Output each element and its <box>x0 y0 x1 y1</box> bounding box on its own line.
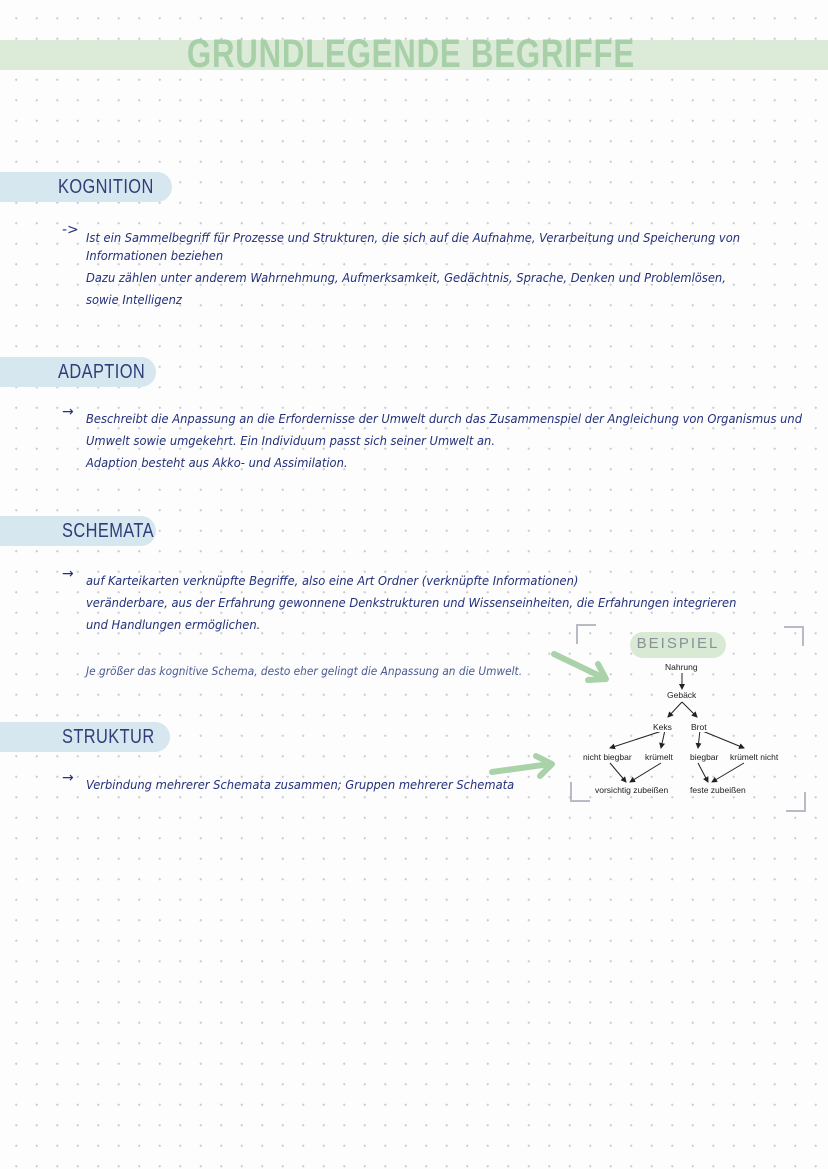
text-line: auf Karteikarten verknüpfte Begriffe, also eine Art Ordner (verknüpfte Informationen) <box>86 573 579 588</box>
node-nahrung: Nahrung <box>665 662 698 672</box>
text-line: Umwelt sowie umgekehrt. Ein Individuum passt sich seiner Umwelt an. <box>86 433 495 448</box>
text-line: Adaption besteht aus Akko- und Assimilation. <box>86 455 348 470</box>
green-arrow-icon <box>488 752 560 782</box>
text-line: Verbindung mehrerer Schemata zusammen; Gruppen mehrerer Schemata <box>86 777 515 792</box>
bracket-top-right <box>784 626 804 646</box>
kognition-heading: KOGNITION <box>58 176 154 198</box>
node-kruemelt: krümelt <box>645 752 673 762</box>
node-geback: Gebäck <box>667 690 697 700</box>
node-keks: Keks <box>653 722 672 732</box>
adaption-heading: ADAPTION <box>58 361 146 383</box>
text-line: sowie Intelligenz <box>86 292 182 307</box>
text-line: Beschreibt die Anpassung an die Erfordernisse der Umwelt durch das Zusammenspiel der Angleichung von Organismus und <box>86 411 803 426</box>
adaption-arrow: → <box>62 404 74 420</box>
struktur-heading: STRUKTUR <box>62 726 155 748</box>
schemata-text <box>86 570 736 636</box>
bracket-top-left <box>576 624 596 644</box>
struktur-text <box>86 774 514 796</box>
struktur-arrow: → <box>62 770 74 786</box>
node-nicht-biegbar: nicht biegbar <box>583 752 632 762</box>
text-line: Ist ein Sammelbegriff für Prozesse und Strukturen, die sich auf die Aufnahme, Verarbeitung und Speicherung von <box>86 230 741 245</box>
schemata-heading: SCHEMATA <box>62 520 154 542</box>
kognition-arrow: -> <box>62 222 79 238</box>
node-feste-zubeissen: feste zubeißen <box>690 785 746 795</box>
node-vorsichtig-zubeissen: vorsichtig zubeißen <box>595 785 669 795</box>
text-line: Informationen beziehen <box>86 248 224 263</box>
example-label: BEISPIEL <box>636 635 720 652</box>
node-kruemelt-nicht: krümelt nicht <box>730 752 779 762</box>
schemata-quote: Je größer das kognitive Schema, desto eher gelingt die Anpassung an die Umwelt. <box>86 664 523 678</box>
kognition-text <box>86 227 740 311</box>
text-line: und Handlungen ermöglichen. <box>86 617 261 632</box>
text-line: Dazu zählen unter anderem Wahrnehmung, Aufmerksamkeit, Gedächtnis, Sprache, Denken und Problemlösen, <box>86 270 726 285</box>
adaption-text <box>86 408 802 474</box>
schemata-arrow: → <box>62 566 74 582</box>
text-line: veränderbare, aus der Erfahrung gewonnene Denkstrukturen und Wissenseinheiten, die Erfahrungen integrieren <box>86 595 737 610</box>
page-title: GRUNDLEGENDE BEGRIFFE <box>186 32 635 76</box>
node-biegbar: biegbar <box>690 752 719 762</box>
node-brot: Brot <box>691 722 707 732</box>
